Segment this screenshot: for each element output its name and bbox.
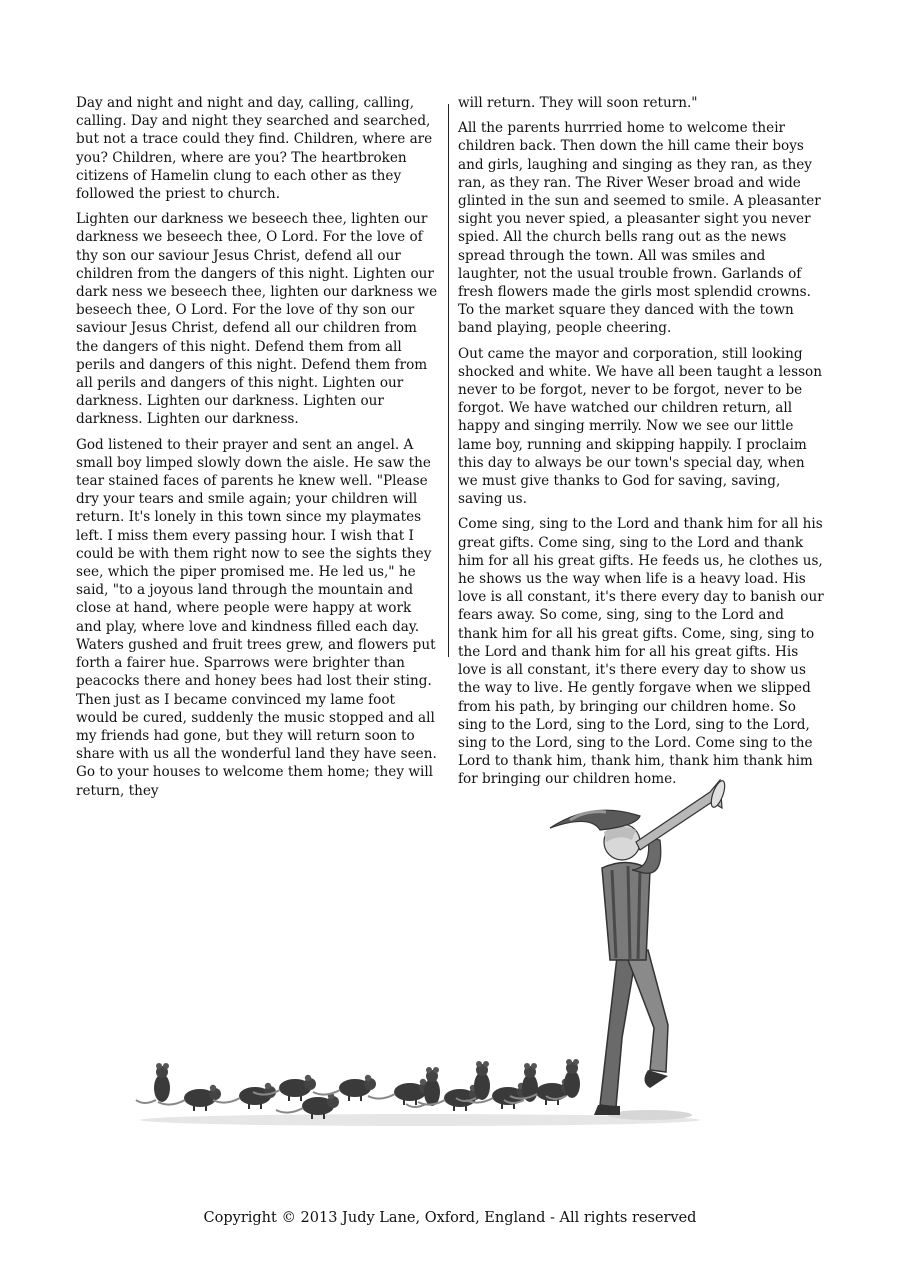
left-text-column xyxy=(76,94,440,807)
piper-illustration-icon xyxy=(120,770,740,1140)
paragraph: Out came the mayor and corporation, still looking shocked and white. We have all been taught a lesson never to be forgot, never to be forgot, never to be forgot. We have watched our children return, all happy and singing merrily. Now we see our little lame boy, running and skipping happily. I proclaim this day to always be our town's special day, when we must give thanks to God for saving, saving, saving us. xyxy=(458,345,822,508)
paragraph: Lighten our darkness we beseech thee, lighten our darkness we beseech thee, O Lord. For the love of thy son our saviour Jesus Christ, defend all our children from the dangers of this night. Lighten our dark ness we beseech thee, lighten our darkness we beseech thee, O Lord. For the love of thy son our saviour Jesus Christ, defend all our children from the dangers of this night. Defend them from all perils and dangers of this night. Defend them from all perils and dangers of this night. Lighten our darkness. Lighten our darkness. Lighten our darkness. Lighten our darkness. xyxy=(76,211,438,428)
paragraph: Come sing, sing to the Lord and thank him for all his great gifts. Come sing, sing to the Lord and thank him for all his great gifts. He feeds us, he clothes us, he shows us the way when life is a heavy load. His love is all constant, it's there every day to banish our fears away. So come, sing, sing to the Lord and thank him for all his great gifts. Come, sing, sing to the Lord and thank him for all his great gifts. His love is all constant, it's there every day to show us the way to live. He gently forgave when we slipped from his path, by bringing our children home. So sing to the Lord, sing to the Lord, sing to the Lord, sing to the Lord, sing to the Lord. Come sing to the Lord to thank him, thank him, thank him thank him for bringing our children home. xyxy=(458,516,824,788)
paragraph: will return. They will soon return." xyxy=(458,95,698,111)
paragraph: Day and night and night and day, calling, calling, calling. Day and night they searched and searched, but not a trace could they find. Children, where are you? Children, where are you? The heartbroken citizens of Hamelin clung to each other as they followed the priest to church. xyxy=(76,95,433,203)
copyright-footer: Copyright © 2013 Judy Lane, Oxford, England - All rights reserved xyxy=(203,1210,697,1226)
column-divider xyxy=(448,104,449,657)
piper-illustration xyxy=(120,770,740,1140)
right-text-column xyxy=(458,94,824,796)
paragraph: All the parents hurrried home to welcome their children back. Then down the hill came their boys and girls, laughing and singing as they ran, as they ran, as they ran. The River Weser broad and wide glinted in the sun and seemed to smile. A pleasanter sight you never spied, a pleasanter sight you never spied. All the church bells rang out as the news spread through the town. All was smiles and laughter, not the usual trouble frown. Garlands of fresh flowers made the girls most splendid crowns. To the market square they danced with the town band playing, people cheering. xyxy=(458,120,821,337)
paragraph: God listened to their prayer and sent an angel. A small boy limped slowly down the aisle. He saw the tear stained faces of parents he knew well. "Please dry your tears and smile again; your children will return. It's lonely in this town since my playmates left. I miss them every passing hour. I wish that I could be with them right now to see the sights they see, which the piper promised me. He led us," he said, "to a joyous land through the mountain and close at hand, where people were happy at work and play, where love and kindness filled each day. Waters gushed and fruit trees grew, and flowers put forth a fairer hue. Sparrows were brighter than peacocks there and honey bees had lost their sting. Then just as I became convinced my lame foot would be cured, suddenly the music stopped and all my friends had gone, but they will return soon to share with us all the wonderful land they have seen. Go to your houses to welcome them home; they will return, they xyxy=(76,436,437,799)
